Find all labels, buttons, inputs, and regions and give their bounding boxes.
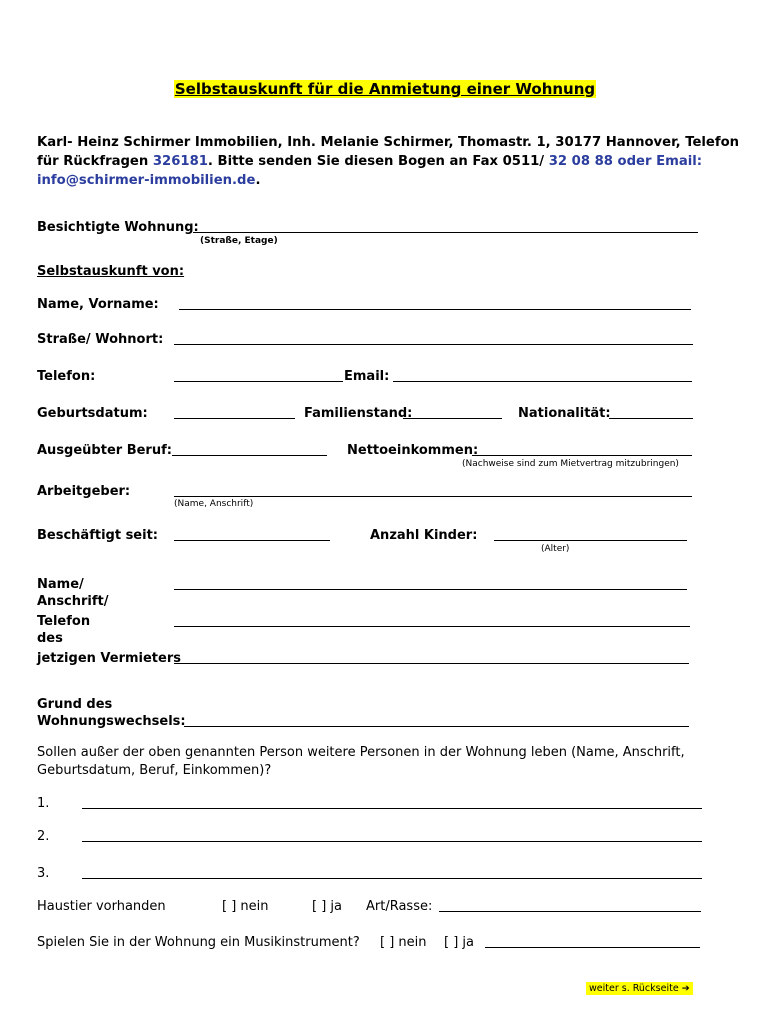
landlord-label-5: jetzigen Vermieters	[37, 651, 181, 666]
pets-yes-checkbox[interactable]: [ ] ja	[312, 899, 342, 914]
email-field[interactable]	[393, 381, 692, 382]
income-label: Nettoeinkommen:	[347, 443, 479, 458]
birthdate-label: Geburtsdatum:	[37, 406, 148, 421]
marital-field[interactable]	[403, 418, 502, 419]
profession-label: Ausgeübter Beruf:	[37, 443, 172, 458]
others-number-1: 1.	[37, 796, 50, 811]
email-link[interactable]: info@schirmer-immobilien.de	[37, 173, 256, 188]
landlord-field-3[interactable]	[174, 663, 689, 664]
pets-breed-label: Art/Rasse:	[366, 899, 433, 914]
instrument-no-checkbox[interactable]: [ ] nein	[380, 935, 427, 950]
street-label: Straße/ Wohnort:	[37, 332, 164, 347]
reason-label-2: Wohnungswechsels:	[37, 714, 186, 729]
landlord-label-2: Anschrift/	[37, 594, 109, 609]
pets-label: Haustier vorhanden	[37, 899, 166, 914]
name-label: Name, Vorname:	[37, 297, 159, 312]
others-number-3: 3.	[37, 866, 50, 881]
reason-field[interactable]	[184, 726, 689, 727]
birthdate-field[interactable]	[174, 418, 295, 419]
apartment-hint: (Straße, Etage)	[200, 236, 278, 246]
page-title-text: Selbstauskunft für die Anmietung einer Wohnung	[174, 80, 596, 98]
phone-label: Telefon:	[37, 369, 96, 384]
others-number-2: 2.	[37, 829, 50, 844]
income-hint: (Nachweise sind zum Mietvertrag mitzubringen)	[462, 459, 679, 469]
pets-no-checkbox[interactable]: [ ] nein	[222, 899, 269, 914]
section-header: Selbstauskunft von:	[37, 264, 185, 279]
employer-field[interactable]	[174, 496, 692, 497]
landlord-field-1[interactable]	[174, 589, 687, 590]
arrow-right-icon: ➔	[681, 983, 690, 994]
reason-label-1: Grund des	[37, 697, 113, 712]
phone-number: 326181	[152, 154, 208, 169]
intro-paragraph	[37, 133, 740, 190]
continue-note-text: weiter s. Rückseite	[589, 983, 679, 994]
instrument-field[interactable]	[485, 947, 700, 948]
intro-phone-prefix: für Rückfragen	[37, 154, 153, 169]
page-title	[0, 79, 770, 98]
fax-number: 32 08 88 oder Email:	[548, 154, 703, 169]
marital-label: Familienstand:	[304, 406, 413, 421]
others-field-3[interactable]	[82, 878, 702, 879]
others-field-1[interactable]	[82, 808, 702, 809]
pets-breed-field[interactable]	[439, 911, 701, 912]
employer-label: Arbeitgeber:	[37, 484, 131, 499]
name-field[interactable]	[179, 309, 691, 310]
employed-since-field[interactable]	[174, 540, 330, 541]
landlord-field-2[interactable]	[174, 626, 690, 627]
landlord-label-3: Telefon	[37, 614, 91, 629]
apartment-label: Besichtigte Wohnung:	[37, 220, 199, 235]
profession-field[interactable]	[172, 455, 327, 456]
intro-end: .	[255, 173, 261, 188]
employer-hint: (Name, Anschrift)	[174, 499, 254, 509]
nationality-field[interactable]	[609, 418, 693, 419]
intro-line-1: Karl- Heinz Schirmer Immobilien, Inh. Melanie Schirmer, Thomastr. 1, 30177 Hannover, Telefon	[37, 135, 740, 150]
email-label: Email:	[344, 369, 390, 384]
landlord-label-4: des	[37, 631, 63, 646]
apartment-field[interactable]	[193, 232, 698, 233]
others-field-2[interactable]	[82, 841, 702, 842]
intro-line-3	[37, 171, 737, 190]
others-question-2: Geburtsdatum, Beruf, Einkommen)?	[37, 763, 272, 778]
landlord-label-1: Name/	[37, 577, 84, 592]
instrument-label: Spielen Sie in der Wohnung ein Musikinstrument?	[37, 935, 360, 950]
intro-fax-prefix: . Bitte senden Sie diesen Bogen an Fax 0511/	[207, 154, 549, 169]
phone-field[interactable]	[174, 381, 343, 382]
children-label: Anzahl Kinder:	[370, 528, 478, 543]
children-field[interactable]	[494, 540, 687, 541]
instrument-yes-checkbox[interactable]: [ ] ja	[444, 935, 474, 950]
employed-since-label: Beschäftigt seit:	[37, 528, 158, 543]
intro-line-2	[37, 152, 737, 171]
street-field[interactable]	[174, 344, 693, 345]
others-question-1: Sollen außer der oben genannten Person weitere Personen in der Wohnung leben (Name, Anschrift,	[37, 745, 685, 760]
continue-note	[586, 982, 693, 995]
children-hint: (Alter)	[541, 544, 570, 554]
nationality-label: Nationalität:	[518, 406, 611, 421]
income-field[interactable]	[472, 455, 692, 456]
